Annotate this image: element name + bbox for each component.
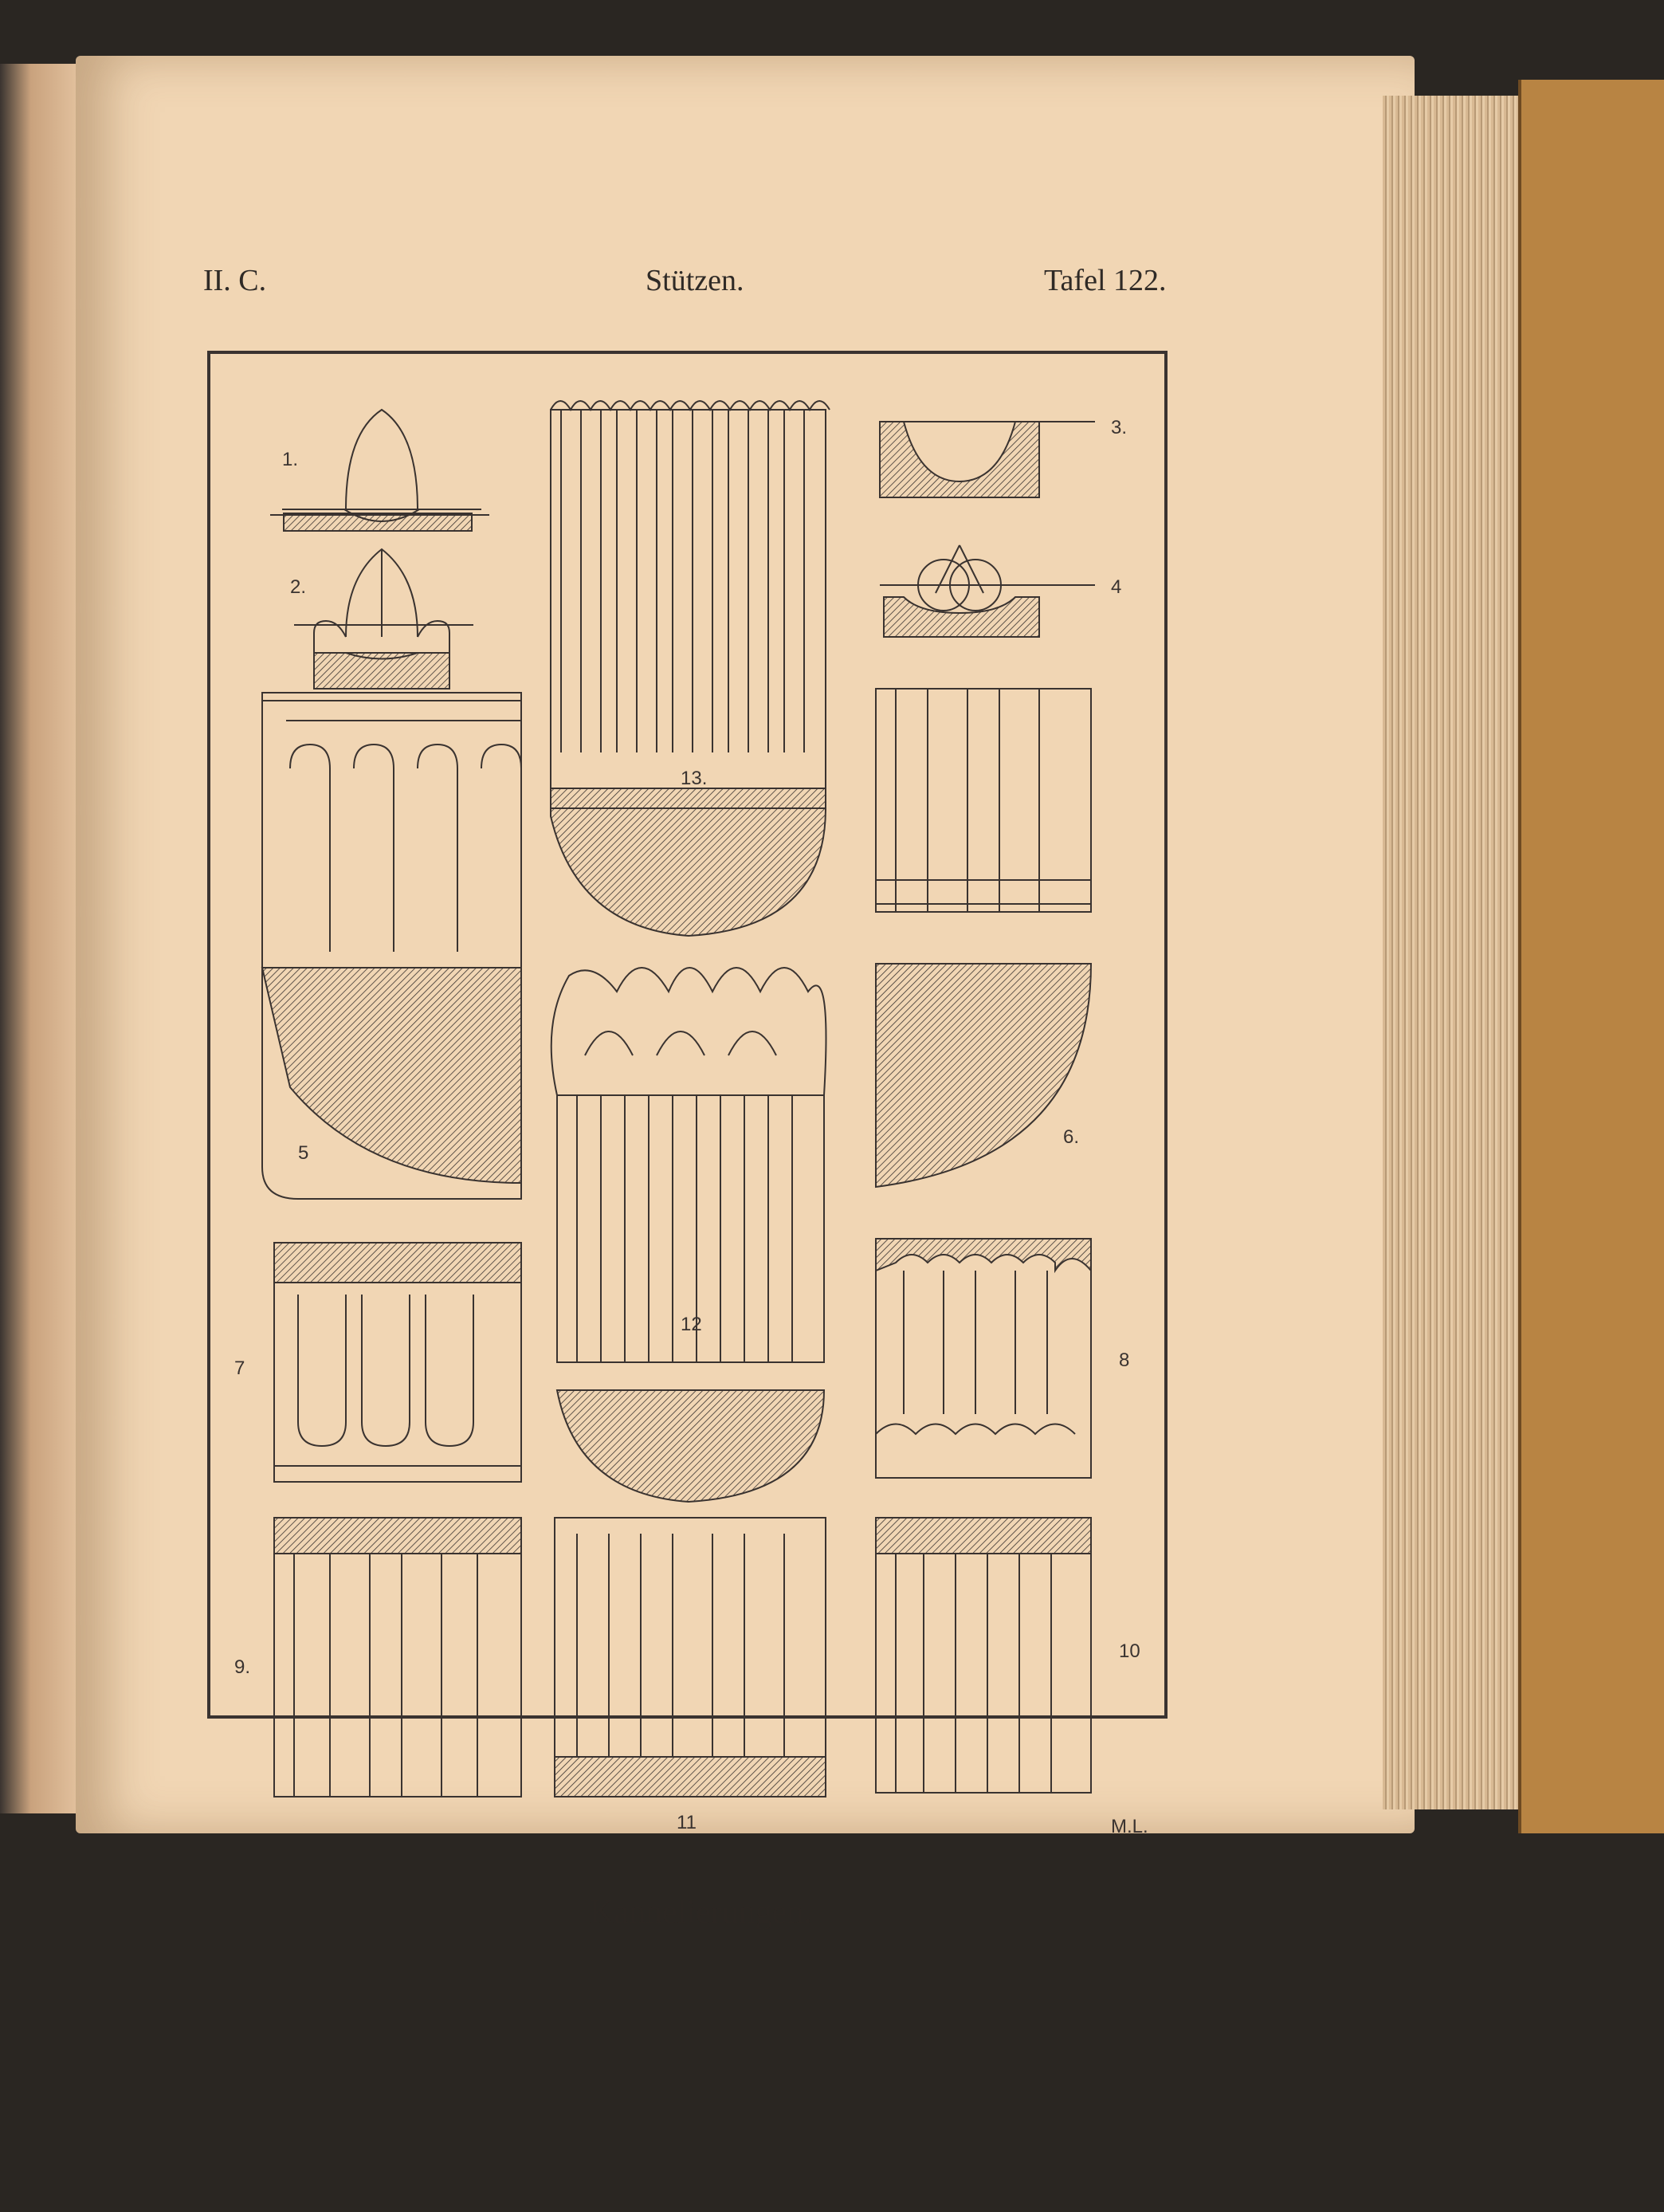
label-fig-6: 6. xyxy=(1063,1126,1080,1148)
fluting-drawings xyxy=(210,354,1164,1837)
figure-1-drawing xyxy=(270,410,489,531)
label-fig-7: 7 xyxy=(234,1357,245,1379)
figure-5-drawing xyxy=(262,693,521,1199)
figure-8-drawing xyxy=(876,1239,1091,1478)
label-fig-1: 1. xyxy=(282,449,299,470)
illustration-plate xyxy=(207,351,1168,1837)
figure-4-drawing xyxy=(880,545,1095,637)
label-fig-5: 5 xyxy=(298,1142,309,1164)
label-fig-8: 8 xyxy=(1119,1350,1130,1371)
label-fig-3: 3. xyxy=(1111,417,1128,438)
figure-6-drawing xyxy=(876,689,1091,1187)
figure-12-drawing xyxy=(551,968,826,1502)
plate-number: Tafel 122. xyxy=(1044,264,1167,297)
figure-2-drawing xyxy=(294,549,473,689)
label-fig-10: 10 xyxy=(1119,1640,1140,1662)
label-fig-4: 4 xyxy=(1111,576,1122,598)
section-label: II. C. xyxy=(203,264,267,297)
figure-13-drawing xyxy=(551,401,830,936)
book-left-edge xyxy=(0,64,88,1813)
page-edges xyxy=(1383,96,1522,1809)
plate-caption: Kannelierungen. xyxy=(590,1894,812,1931)
label-fig-13: 13. xyxy=(681,768,708,789)
label-fig-9: 9. xyxy=(234,1656,251,1678)
label-fig-2: 2. xyxy=(290,576,307,598)
figure-3-drawing xyxy=(880,422,1095,497)
label-fig-12: 12 xyxy=(681,1314,702,1335)
book-cover xyxy=(1518,80,1664,1833)
artist-monogram: M.L. xyxy=(1111,1816,1148,1837)
running-title: Stützen. xyxy=(646,264,744,297)
label-fig-11: 11 xyxy=(677,1812,697,1833)
figure-7-drawing xyxy=(274,1243,521,1482)
